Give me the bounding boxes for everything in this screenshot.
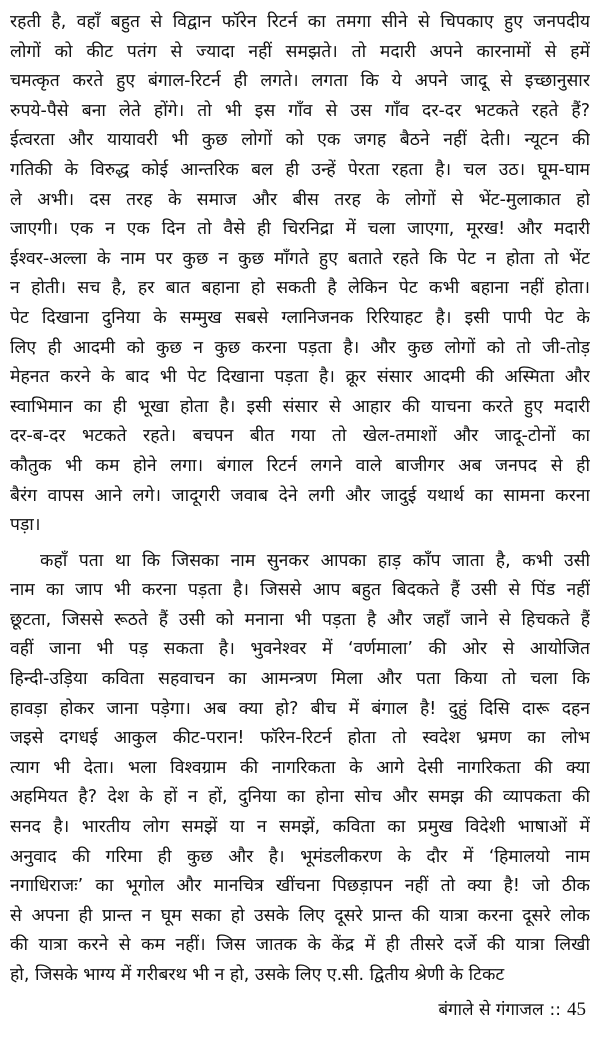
text-line: हावड़ा होकर जाना पड़ेगा। अब क्या हो? बीच में बंगाल है! दुहुं दिसि दारू दहन <box>10 698 590 719</box>
page-number: 45 <box>567 999 586 1020</box>
text-line: जइसे दगधई आकुल कीट-परान! फॉरेन-रिटर्न होता तो स्वदेश भ्रमण का लोभ <box>10 728 590 749</box>
text-body <box>10 8 590 991</box>
text-line: पड़ा। <box>10 515 41 536</box>
text-line: से अपना ही प्रान्त न घूम सका हो उसके लिए दूसरे प्रान्त की यात्रा करना दूसरे लोक <box>10 905 590 926</box>
text-line: त्याग भी देता। भला विश्वग्राम की नागरिकता के आगे देसी नागरिकता की क्या <box>10 757 590 778</box>
text-line: अहमियत है? देश के हों न हों, दुनिया का होना सोच और समझ की व्यापकता की <box>10 787 590 808</box>
text-line: लिए ही आदमी को कुछ न कुछ करना पड़ता है। और कुछ लोगों को तो जी-तोड़ <box>10 337 590 358</box>
text-line: अनुवाद की गरिमा ही कुछ और है। भूमंडलीकरण के दौर में ‘हिमालयो नाम <box>10 846 590 867</box>
text-line: गतिकी के विरुद्ध कोई आन्तरिक बल ही उन्हें पेरता रहता है। चल उठ। घूम-घाम <box>10 159 590 180</box>
text-line: बैरंग वापस आने लगे। जादूगरी जवाब देने लगी और जादुई यथार्थ का सामना करना <box>10 485 590 506</box>
paragraph <box>10 8 590 541</box>
text-line: ईश्वर-अल्ला के नाम पर कुछ न कुछ माँगते हुए बताते रहते कि पेट न होता तो भेंट <box>10 248 590 269</box>
text-line: स्वाभिमान का ही भूखा होता है। इसी संसार से आहार की याचना करते हुए मदारी <box>10 396 590 417</box>
text-line: वहीं जाना भी पड़ सकता है। भुवनेश्वर में ‘वर्णमाला’ की ओर से आयोजित <box>10 639 590 660</box>
text-line: हिन्दी-उड़िया कविता सहवाचन का आमन्त्रण मिला और पता किया तो चला कि <box>10 669 590 690</box>
text-line: रहती है, वहाँ बहुत से विद्वान फॉरेन रिटर्न का तमगा सीने से चिपकाए हुए जनपदीय <box>10 12 590 32</box>
text-line: की यात्रा करने से कम नहीं। जिस जातक के केंद्र में ही तीसरे दर्जे की यात्रा लिखी <box>10 935 590 956</box>
footer-separator: :: <box>549 1000 561 1020</box>
text-line: छूटता, जिससे रूठते हैं उसी को मनाना भी पड़ता है और जहाँ जाने से हिचकते हैं <box>10 609 590 630</box>
text-line: ईत्वरता और यायावरी भी कुछ लोगों को एक जगह बैठने नहीं देती। न्यूटन की <box>10 130 590 151</box>
text-line: हो, जिसके भाग्य में गरीबरथ भी न हो, उसके लिए ए.सी. द्वितीय श्रेणी के टिकट <box>10 965 505 985</box>
text-line: ले अभी। दस तरह के समाज और बीस तरह के लोगों से भेंट-मुलाकात हो <box>10 189 590 210</box>
text-line: कौतुक भी कम होने लगा। बंगाल रिटर्न लगने वाले बाजीगर अब जनपद से ही <box>10 455 590 476</box>
paragraph <box>10 547 590 991</box>
text-line: पेट दिखाना दुनिया के सम्मुख सबसे ग्लानिजनक रिरियाहट है। इसी पापी पेट के <box>10 307 590 328</box>
text-line: दर-ब-दर भटकते रहते। बचपन बीत गया तो खेल-तमाशों और जादू-टोनों का <box>10 426 590 447</box>
text-line: चमत्कृत करते हुए बंगाल-रिटर्न ही लगते। लगता कि ये अपने जादू से इच्छानुसार <box>10 71 590 92</box>
text-line: न होती। सच है, हर बात बहाना हो सकती है लेकिन पेट कभी बहाना नहीं होता। <box>10 278 590 299</box>
text-line: नगाधिराजः’ का भूगोल और मानचित्र खींचना पिछड़ापन नहीं तो क्या है! जो ठीक <box>10 876 590 897</box>
text-line: जाएगी। एक न एक दिन तो वैसे ही चिरनिद्रा में चला जाएगा, मूरख! और मदारी <box>10 219 590 240</box>
text-line: मेहनत करने के बाद भी पेट दिखाना पड़ता है। क्रूर संसार आदमी की अस्मिता और <box>10 367 590 388</box>
text-line: कहाँ पता था कि जिसका नाम सुनकर आपका हाड़ काँप जाता है, कभी उसी <box>40 550 590 571</box>
text-line: लोगों को कीट पतंग से ज्यादा नहीं समझते। तो मदारी अपने कारनामों से हमें <box>10 41 590 62</box>
text-line: रुपये-पैसे बना लेते होंगे। तो भी इस गाँव से उस गाँव दर-दर भटकते रहते हैं? <box>10 100 590 121</box>
page-footer <box>438 998 586 1022</box>
text-line: नाम का जाप भी करना पड़ता है। जिससे आप बहुत बिदकते हैं उसी से पिंड नहीं <box>10 580 590 601</box>
text-line: सनद है। भारतीय लोग समझें या न समझें, कविता का प्रमुख विदेशी भाषाओं में <box>10 817 590 838</box>
running-title: बंगाले से गंगाजल <box>438 1000 544 1020</box>
